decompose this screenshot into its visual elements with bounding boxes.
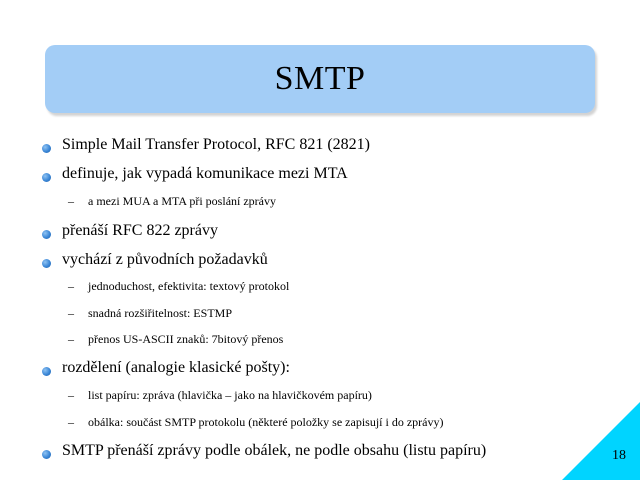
sub-item-text: přenos US-ASCII znaků: 7bitový přenos bbox=[88, 332, 284, 346]
round-bullet-icon bbox=[42, 259, 51, 268]
dash-marker: – bbox=[68, 415, 74, 429]
sub-item-text: a mezi MUA a MTA při poslání zprávy bbox=[88, 194, 276, 208]
bullet-text: Simple Mail Transfer Protocol, RFC 821 (2821) bbox=[62, 136, 371, 153]
slide-title: SMTP bbox=[274, 60, 366, 97]
dash-marker: – bbox=[68, 279, 74, 293]
corner-decoration bbox=[562, 402, 640, 480]
round-bullet-icon bbox=[42, 173, 51, 182]
round-bullet-icon bbox=[42, 367, 51, 376]
dash-marker: – bbox=[68, 388, 74, 402]
round-bullet-icon bbox=[42, 450, 51, 459]
dash-marker: – bbox=[68, 332, 74, 346]
sub-item-text: jednoduchost, efektivita: textový protokol bbox=[88, 279, 290, 293]
round-bullet-icon bbox=[42, 230, 51, 239]
bullet-text: rozdělení (analogie klasické pošty): bbox=[62, 359, 290, 376]
bullet-text: SMTP přenáší zprávy podle obálek, ne podle obsahu (listu papíru) bbox=[62, 442, 487, 459]
bullet-text: přenáší RFC 822 zprávy bbox=[62, 222, 218, 239]
round-bullet-icon bbox=[42, 144, 51, 153]
sub-item-text: obálka: součást SMTP protokolu (některé položky se zapisují i do zprávy) bbox=[88, 415, 444, 429]
sub-item-text: list papíru: zpráva (hlavička – jako na hlavičkovém papíru) bbox=[88, 388, 372, 402]
dash-marker: – bbox=[68, 306, 74, 320]
sub-item-text: snadná rozšiřitelnost: ESTMP bbox=[88, 306, 232, 320]
page-number: 18 bbox=[612, 448, 626, 463]
dash-marker: – bbox=[68, 194, 74, 208]
bullet-text: vychází z původních požadavků bbox=[62, 251, 268, 268]
bullet-text: definuje, jak vypadá komunikace mezi MTA bbox=[62, 165, 348, 182]
